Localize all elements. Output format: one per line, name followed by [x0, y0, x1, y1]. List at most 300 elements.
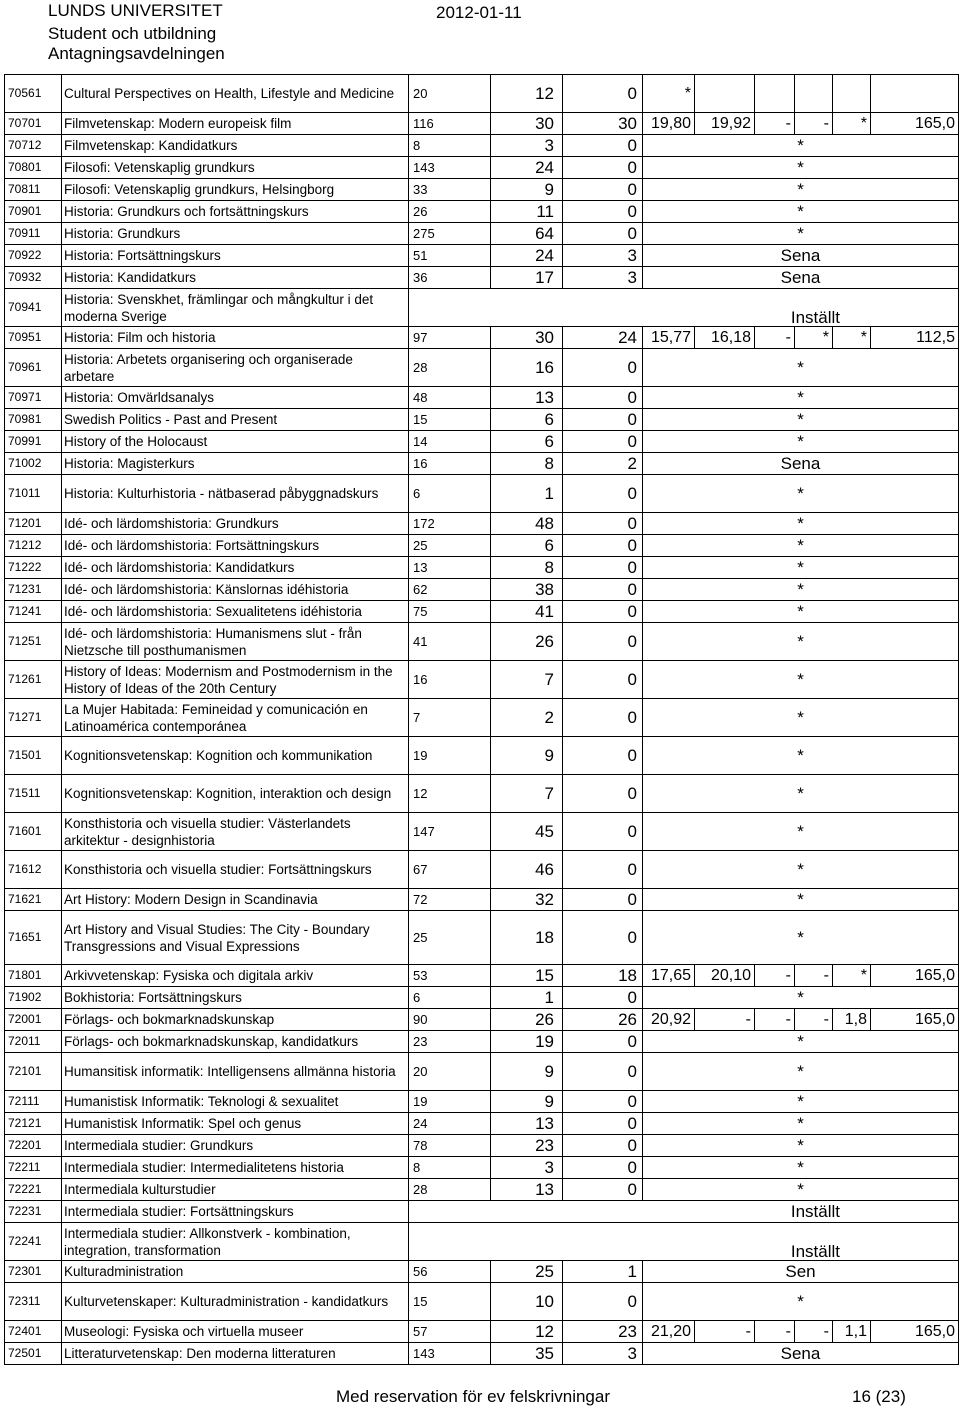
table-row: [5, 475, 959, 513]
applicants-count: 15: [409, 1283, 491, 1321]
course-code: 71511: [5, 775, 62, 813]
page-number: 16 (23): [852, 1387, 906, 1406]
course-name: Historia: Magisterkurs: [62, 453, 409, 475]
course-name: Swedish Politics - Past and Present: [62, 409, 409, 431]
table-row: [5, 1223, 959, 1261]
merit-score: 165,0: [871, 1009, 959, 1031]
footer-disclaimer: Med reservation för ev felskrivningar: [336, 1387, 611, 1406]
table-row: [5, 737, 959, 775]
status-cell: *: [643, 223, 959, 245]
applicants-count: 12: [409, 775, 491, 813]
course-name: Arkivvetenskap: Fysiska och digitala arkiv: [62, 965, 409, 987]
reserves-count: 30: [563, 113, 643, 135]
reserves-count: 0: [563, 535, 643, 557]
admitted-count: 13: [491, 1179, 563, 1201]
course-code: 71612: [5, 851, 62, 889]
table-row: [5, 113, 959, 135]
applicants-count: 25: [409, 535, 491, 557]
reserves-count: 0: [563, 623, 643, 661]
merit-other: -: [795, 113, 833, 135]
course-code: 70712: [5, 135, 62, 157]
status-cell: Sena: [643, 245, 959, 267]
course-code: 71261: [5, 661, 62, 699]
applicants-count: 28: [409, 1179, 491, 1201]
status-cell: *: [643, 1179, 959, 1201]
status-cell: *: [643, 911, 959, 965]
merit-bi: 17,65: [643, 965, 695, 987]
course-name: Förlags- och bokmarknadskunskap, kandidatkurs: [62, 1031, 409, 1053]
course-name: History of Ideas: Modernism and Postmodernism in the History of Ideas of the 20th Century: [62, 661, 409, 699]
course-code: 71241: [5, 601, 62, 623]
course-name: Museologi: Fysiska och virtuella museer: [62, 1321, 409, 1343]
admission-statistics-table: [4, 74, 959, 1365]
table-row: [5, 1031, 959, 1053]
table-row: [5, 135, 959, 157]
reserves-count: 0: [563, 201, 643, 223]
course-code: 70991: [5, 431, 62, 453]
admitted-count: 24: [491, 157, 563, 179]
admitted-count: 35: [491, 1343, 563, 1365]
reserves-count: 0: [563, 1031, 643, 1053]
course-name: Intermediala studier: Intermedialitetens historia: [62, 1157, 409, 1179]
course-name: Idé- och lärdomshistoria: Kandidatkurs: [62, 557, 409, 579]
course-name: Filosofi: Vetenskaplig grundkurs: [62, 157, 409, 179]
admitted-count: 3: [491, 1157, 563, 1179]
applicants-count: 36: [409, 267, 491, 289]
admitted-count: 30: [491, 113, 563, 135]
reserves-count: 0: [563, 889, 643, 911]
course-code: 70922: [5, 245, 62, 267]
course-name: Historia: Film och historia: [62, 327, 409, 349]
status-cell: *: [643, 699, 959, 737]
admitted-count: 19: [491, 1031, 563, 1053]
reserves-count: 3: [563, 1343, 643, 1365]
applicants-count: 143: [409, 157, 491, 179]
reserves-count: 0: [563, 911, 643, 965]
admitted-count: 46: [491, 851, 563, 889]
reserves-count: 26: [563, 1009, 643, 1031]
table-row: [5, 813, 959, 851]
admitted-count: 1: [491, 475, 563, 513]
course-code: 71651: [5, 911, 62, 965]
applicants-count: 19: [409, 737, 491, 775]
admitted-count: 16: [491, 349, 563, 387]
course-code: 72301: [5, 1261, 62, 1283]
course-name: Konsthistoria och visuella studier: Fortsättningskurs: [62, 851, 409, 889]
admitted-count: 13: [491, 1113, 563, 1135]
course-code: 71201: [5, 513, 62, 535]
status-cell: Sena: [643, 1343, 959, 1365]
admitted-count: 17: [491, 267, 563, 289]
report-date: 2012-01-11: [436, 3, 522, 22]
course-code: 70901: [5, 201, 62, 223]
applicants-count: 16: [409, 661, 491, 699]
table-row: [5, 851, 959, 889]
reserves-count: 0: [563, 1283, 643, 1321]
admitted-count: 9: [491, 1091, 563, 1113]
reserves-count: 0: [563, 775, 643, 813]
department-name: Student och utbildning: [48, 24, 217, 43]
status-cell: *: [643, 535, 959, 557]
status-cell: *: [643, 201, 959, 223]
applicants-count: 8: [409, 1157, 491, 1179]
admitted-count: 6: [491, 535, 563, 557]
merit-extra: 1,1: [833, 1321, 871, 1343]
status-cell: *: [643, 889, 959, 911]
status-cell: *: [643, 1031, 959, 1053]
applicants-count: 20: [409, 1053, 491, 1091]
status-cell: *: [643, 179, 959, 201]
reserves-count: 0: [563, 431, 643, 453]
merit-score: 165,0: [871, 965, 959, 987]
table-row: [5, 75, 959, 113]
course-name: Humansitisk informatik: Intelligensens allmänna historia: [62, 1053, 409, 1091]
course-code: 72311: [5, 1283, 62, 1321]
course-code: 70932: [5, 267, 62, 289]
merit-bii: [695, 75, 755, 113]
course-name: Historia: Grundkurs och fortsättningskurs: [62, 201, 409, 223]
reserves-count: 2: [563, 453, 643, 475]
applicants-count: 62: [409, 579, 491, 601]
table-row: [5, 201, 959, 223]
admitted-count: 32: [491, 889, 563, 911]
table-row: [5, 623, 959, 661]
course-name: Art History: Modern Design in Scandinavia: [62, 889, 409, 911]
table-row: [5, 1157, 959, 1179]
merit-bii: -: [695, 1009, 755, 1031]
applicants-count: 147: [409, 813, 491, 851]
admitted-count: 6: [491, 431, 563, 453]
course-name: Filmvetenskap: Kandidatkurs: [62, 135, 409, 157]
applicants-count: 24: [409, 1113, 491, 1135]
course-code: 72221: [5, 1179, 62, 1201]
applicants-count: 143: [409, 1343, 491, 1365]
reserves-count: 3: [563, 267, 643, 289]
status-cell: *: [643, 851, 959, 889]
course-name: Kognitionsvetenskap: Kognition, interaktion och design: [62, 775, 409, 813]
course-name: Filosofi: Vetenskaplig grundkurs, Helsingborg: [62, 179, 409, 201]
applicants-count: 6: [409, 475, 491, 513]
table-row: [5, 965, 959, 987]
course-name: Kulturvetenskaper: Kulturadministration - kandidatkurs: [62, 1283, 409, 1321]
merit-extra: *: [833, 327, 871, 349]
course-code: 72011: [5, 1031, 62, 1053]
status-cell: *: [643, 409, 959, 431]
course-code: 71601: [5, 813, 62, 851]
course-name: La Mujer Habitada: Femineidad y comunicación en Latinoamérica contemporánea: [62, 699, 409, 737]
course-code: 72001: [5, 1009, 62, 1031]
table-row: [5, 1179, 959, 1201]
table-row: [5, 409, 959, 431]
course-code: 72211: [5, 1157, 62, 1179]
admitted-count: 8: [491, 557, 563, 579]
status-cell: *: [643, 737, 959, 775]
status-cell: *: [643, 475, 959, 513]
reserves-count: 0: [563, 737, 643, 775]
course-code: 70811: [5, 179, 62, 201]
admitted-count: 6: [491, 409, 563, 431]
reserves-count: 0: [563, 661, 643, 699]
status-cell: *: [643, 623, 959, 661]
admitted-count: 41: [491, 601, 563, 623]
course-code: 71222: [5, 557, 62, 579]
reserves-count: 0: [563, 387, 643, 409]
course-name: Kognitionsvetenskap: Kognition och kommunikation: [62, 737, 409, 775]
course-code: 71251: [5, 623, 62, 661]
admitted-count: 1: [491, 987, 563, 1009]
merit-hp: -: [755, 113, 795, 135]
course-name: Idé- och lärdomshistoria: Grundkurs: [62, 513, 409, 535]
admitted-count: 8: [491, 453, 563, 475]
status-cell: Inställt: [409, 289, 959, 327]
admitted-count: 26: [491, 1009, 563, 1031]
table-row: [5, 1009, 959, 1031]
status-cell: *: [643, 775, 959, 813]
table-row: [5, 1261, 959, 1283]
reserves-count: 1: [563, 1261, 643, 1283]
reserves-count: 0: [563, 157, 643, 179]
course-name: Humanistisk Informatik: Spel och genus: [62, 1113, 409, 1135]
reserves-count: 23: [563, 1321, 643, 1343]
course-name: Litteraturvetenskap: Den moderna litteraturen: [62, 1343, 409, 1365]
merit-extra: *: [833, 965, 871, 987]
merit-bii: 20,10: [695, 965, 755, 987]
table-row: [5, 289, 959, 327]
status-cell: *: [643, 1283, 959, 1321]
status-cell: *: [643, 387, 959, 409]
course-code: 71271: [5, 699, 62, 737]
status-cell: *: [643, 513, 959, 535]
admitted-count: 23: [491, 1135, 563, 1157]
admitted-count: 18: [491, 911, 563, 965]
admitted-count: 2: [491, 699, 563, 737]
merit-bi: 20,92: [643, 1009, 695, 1031]
merit-other: -: [795, 1009, 833, 1031]
merit-bii: -: [695, 1321, 755, 1343]
admitted-count: 11: [491, 201, 563, 223]
reserves-count: 0: [563, 1135, 643, 1157]
reserves-count: 0: [563, 987, 643, 1009]
merit-bii: 16,18: [695, 327, 755, 349]
applicants-count: 48: [409, 387, 491, 409]
admitted-count: 15: [491, 965, 563, 987]
course-name: Förlags- och bokmarknadskunskap: [62, 1009, 409, 1031]
table-row: [5, 601, 959, 623]
course-name: Historia: Kandidatkurs: [62, 267, 409, 289]
course-code: 70981: [5, 409, 62, 431]
status-cell: *: [643, 135, 959, 157]
status-cell: *: [643, 349, 959, 387]
applicants-count: 41: [409, 623, 491, 661]
reserves-count: 0: [563, 851, 643, 889]
status-cell: *: [643, 1135, 959, 1157]
admitted-count: 30: [491, 327, 563, 349]
applicants-count: 116: [409, 113, 491, 135]
status-cell: Sena: [643, 267, 959, 289]
reserves-count: 0: [563, 699, 643, 737]
applicants-count: 20: [409, 75, 491, 113]
table-row: [5, 327, 959, 349]
table-row: [5, 431, 959, 453]
reserves-count: 0: [563, 813, 643, 851]
table-row: [5, 513, 959, 535]
admitted-count: 7: [491, 775, 563, 813]
merit-other: [795, 75, 833, 113]
course-code: 72201: [5, 1135, 62, 1157]
course-name: Idé- och lärdomshistoria: Fortsättningskurs: [62, 535, 409, 557]
table-row: [5, 699, 959, 737]
applicants-count: 90: [409, 1009, 491, 1031]
reserves-count: 0: [563, 409, 643, 431]
course-code: 70941: [5, 289, 62, 327]
table-row: [5, 1201, 959, 1223]
applicants-count: 8: [409, 135, 491, 157]
admitted-count: 24: [491, 245, 563, 267]
status-cell: Inställt: [409, 1223, 959, 1261]
reserves-count: 24: [563, 327, 643, 349]
course-name: Idé- och lärdomshistoria: Känslornas idéhistoria: [62, 579, 409, 601]
status-cell: *: [643, 987, 959, 1009]
status-cell: *: [643, 1091, 959, 1113]
merit-other: -: [795, 965, 833, 987]
course-code: 70951: [5, 327, 62, 349]
table-row: [5, 1135, 959, 1157]
table-row: [5, 157, 959, 179]
table-row: [5, 557, 959, 579]
status-cell: *: [643, 579, 959, 601]
applicants-count: 23: [409, 1031, 491, 1053]
admitted-count: 26: [491, 623, 563, 661]
course-code: 72501: [5, 1343, 62, 1365]
course-code: 72231: [5, 1201, 62, 1223]
reserves-count: 0: [563, 1091, 643, 1113]
course-code: 70911: [5, 223, 62, 245]
section-name: Antagningsavdelningen: [48, 44, 225, 63]
merit-bi: 19,80: [643, 113, 695, 135]
course-code: 72241: [5, 1223, 62, 1261]
table-row: [5, 1343, 959, 1365]
table-row: [5, 1321, 959, 1343]
course-code: 71621: [5, 889, 62, 911]
course-code: 72121: [5, 1113, 62, 1135]
course-name: Humanistisk Informatik: Teknologi & sexualitet: [62, 1091, 409, 1113]
merit-hp: -: [755, 1321, 795, 1343]
merit-score: 165,0: [871, 113, 959, 135]
table-row: [5, 987, 959, 1009]
table-row: [5, 453, 959, 475]
course-name: Historia: Kulturhistoria - nätbaserad påbyggnadskurs: [62, 475, 409, 513]
merit-hp: -: [755, 327, 795, 349]
reserves-count: 0: [563, 179, 643, 201]
admitted-count: 12: [491, 1321, 563, 1343]
course-code: 71801: [5, 965, 62, 987]
course-code: 71501: [5, 737, 62, 775]
table-row: [5, 1053, 959, 1091]
course-code: 70701: [5, 113, 62, 135]
course-code: 72111: [5, 1091, 62, 1113]
table-row: [5, 775, 959, 813]
merit-bi: 21,20: [643, 1321, 695, 1343]
admitted-count: 64: [491, 223, 563, 245]
table-row: [5, 223, 959, 245]
table-row: [5, 579, 959, 601]
reserves-count: 0: [563, 557, 643, 579]
merit-score: 165,0: [871, 1321, 959, 1343]
admitted-count: 9: [491, 737, 563, 775]
course-name: Historia: Omvärldsanalys: [62, 387, 409, 409]
applicants-count: 275: [409, 223, 491, 245]
reserves-count: 0: [563, 223, 643, 245]
university-name: LUNDS UNIVERSITET: [48, 1, 223, 20]
merit-bi: 15,77: [643, 327, 695, 349]
applicants-count: 97: [409, 327, 491, 349]
table-row: [5, 661, 959, 699]
applicants-count: 25: [409, 911, 491, 965]
applicants-count: 56: [409, 1261, 491, 1283]
status-cell: Inställt: [409, 1201, 959, 1223]
course-name: Intermediala studier: Fortsättningskurs: [62, 1201, 409, 1223]
reserves-count: 0: [563, 513, 643, 535]
reserves-count: 0: [563, 135, 643, 157]
applicants-count: 172: [409, 513, 491, 535]
table-row: [5, 245, 959, 267]
status-cell: *: [643, 813, 959, 851]
applicants-count: 7: [409, 699, 491, 737]
reserves-count: 0: [563, 349, 643, 387]
applicants-count: 72: [409, 889, 491, 911]
admitted-count: 7: [491, 661, 563, 699]
table-row: [5, 1113, 959, 1135]
course-code: 70961: [5, 349, 62, 387]
applicants-count: 51: [409, 245, 491, 267]
applicants-count: 15: [409, 409, 491, 431]
admitted-count: 25: [491, 1261, 563, 1283]
admitted-count: 10: [491, 1283, 563, 1321]
admitted-count: 38: [491, 579, 563, 601]
course-name: Filmvetenskap: Modern europeisk film: [62, 113, 409, 135]
applicants-count: 28: [409, 349, 491, 387]
course-code: 71011: [5, 475, 62, 513]
applicants-count: 26: [409, 201, 491, 223]
merit-extra: [833, 75, 871, 113]
course-code: 70561: [5, 75, 62, 113]
merit-score: 112,5: [871, 327, 959, 349]
course-name: Cultural Perspectives on Health, Lifestyle and Medicine: [62, 75, 409, 113]
applicants-count: 14: [409, 431, 491, 453]
applicants-count: 53: [409, 965, 491, 987]
status-cell: *: [643, 601, 959, 623]
course-name: Idé- och lärdomshistoria: Humanismens slut - från Nietzsche till posthumanismen: [62, 623, 409, 661]
reserves-count: 0: [563, 579, 643, 601]
status-cell: *: [643, 1113, 959, 1135]
table-row: [5, 267, 959, 289]
table-row: [5, 535, 959, 557]
course-code: 70801: [5, 157, 62, 179]
status-cell: *: [643, 431, 959, 453]
course-code: 72101: [5, 1053, 62, 1091]
course-name: Bokhistoria: Fortsättningskurs: [62, 987, 409, 1009]
merit-hp: [755, 75, 795, 113]
applicants-count: 13: [409, 557, 491, 579]
merit-bii: 19,92: [695, 113, 755, 135]
admitted-count: 3: [491, 135, 563, 157]
course-name: Intermediala studier: Grundkurs: [62, 1135, 409, 1157]
course-name: Intermediala kulturstudier: [62, 1179, 409, 1201]
table-row: [5, 911, 959, 965]
applicants-count: 6: [409, 987, 491, 1009]
applicants-count: 16: [409, 453, 491, 475]
course-code: 70971: [5, 387, 62, 409]
